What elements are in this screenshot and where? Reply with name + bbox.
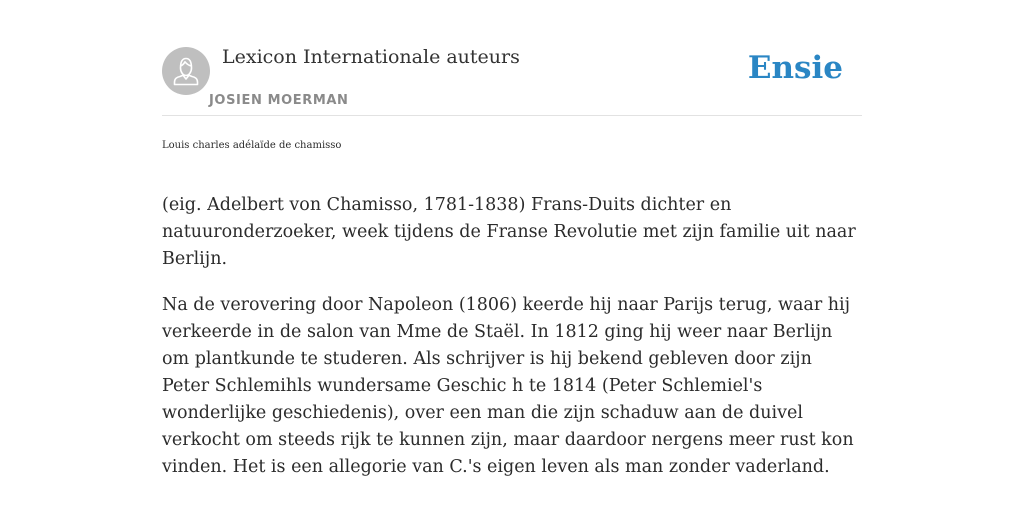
avatar[interactable] [162,47,210,95]
author-name[interactable]: JOSIEN MOERMAN [209,93,349,108]
article-header [162,40,862,116]
ensie-logo[interactable]: Ensie [747,50,843,86]
article-title: Louis charles adélaïde de chamisso [162,140,342,151]
article-body [162,192,862,500]
article-paragraph: (eig. Adelbert von Chamisso, 1781-1838) Frans-Duits dichter en natuuronderzoeker, week tijdens de Franse Revolutie met zijn familie uit naar Berlijn. [162,195,856,269]
user-silhouette-icon [162,47,210,95]
site-title[interactable]: Lexicon Internationale auteurs [222,46,520,68]
article-paragraph: Na de verovering door Napoleon (1806) keerde hij naar Parijs terug, waar hij verkeerde in de salon van Mme de Staël. In 1812 ging hij weer naar Berlijn om plantkunde te studeren. Als schrijver is hij bekend gebleven door zijn Peter Schlemihls wundersame Geschic h te 1814 (Peter Schlemiel's wonderlijke geschiedenis), over een man die zijn schaduw aan de duivel verkocht om steeds rijk te kunnen zijn, maar daardoor nergens meer rust kon vinden. Het is een allegorie van C.'s eigen leven als man zonder vaderland. [162,295,854,477]
